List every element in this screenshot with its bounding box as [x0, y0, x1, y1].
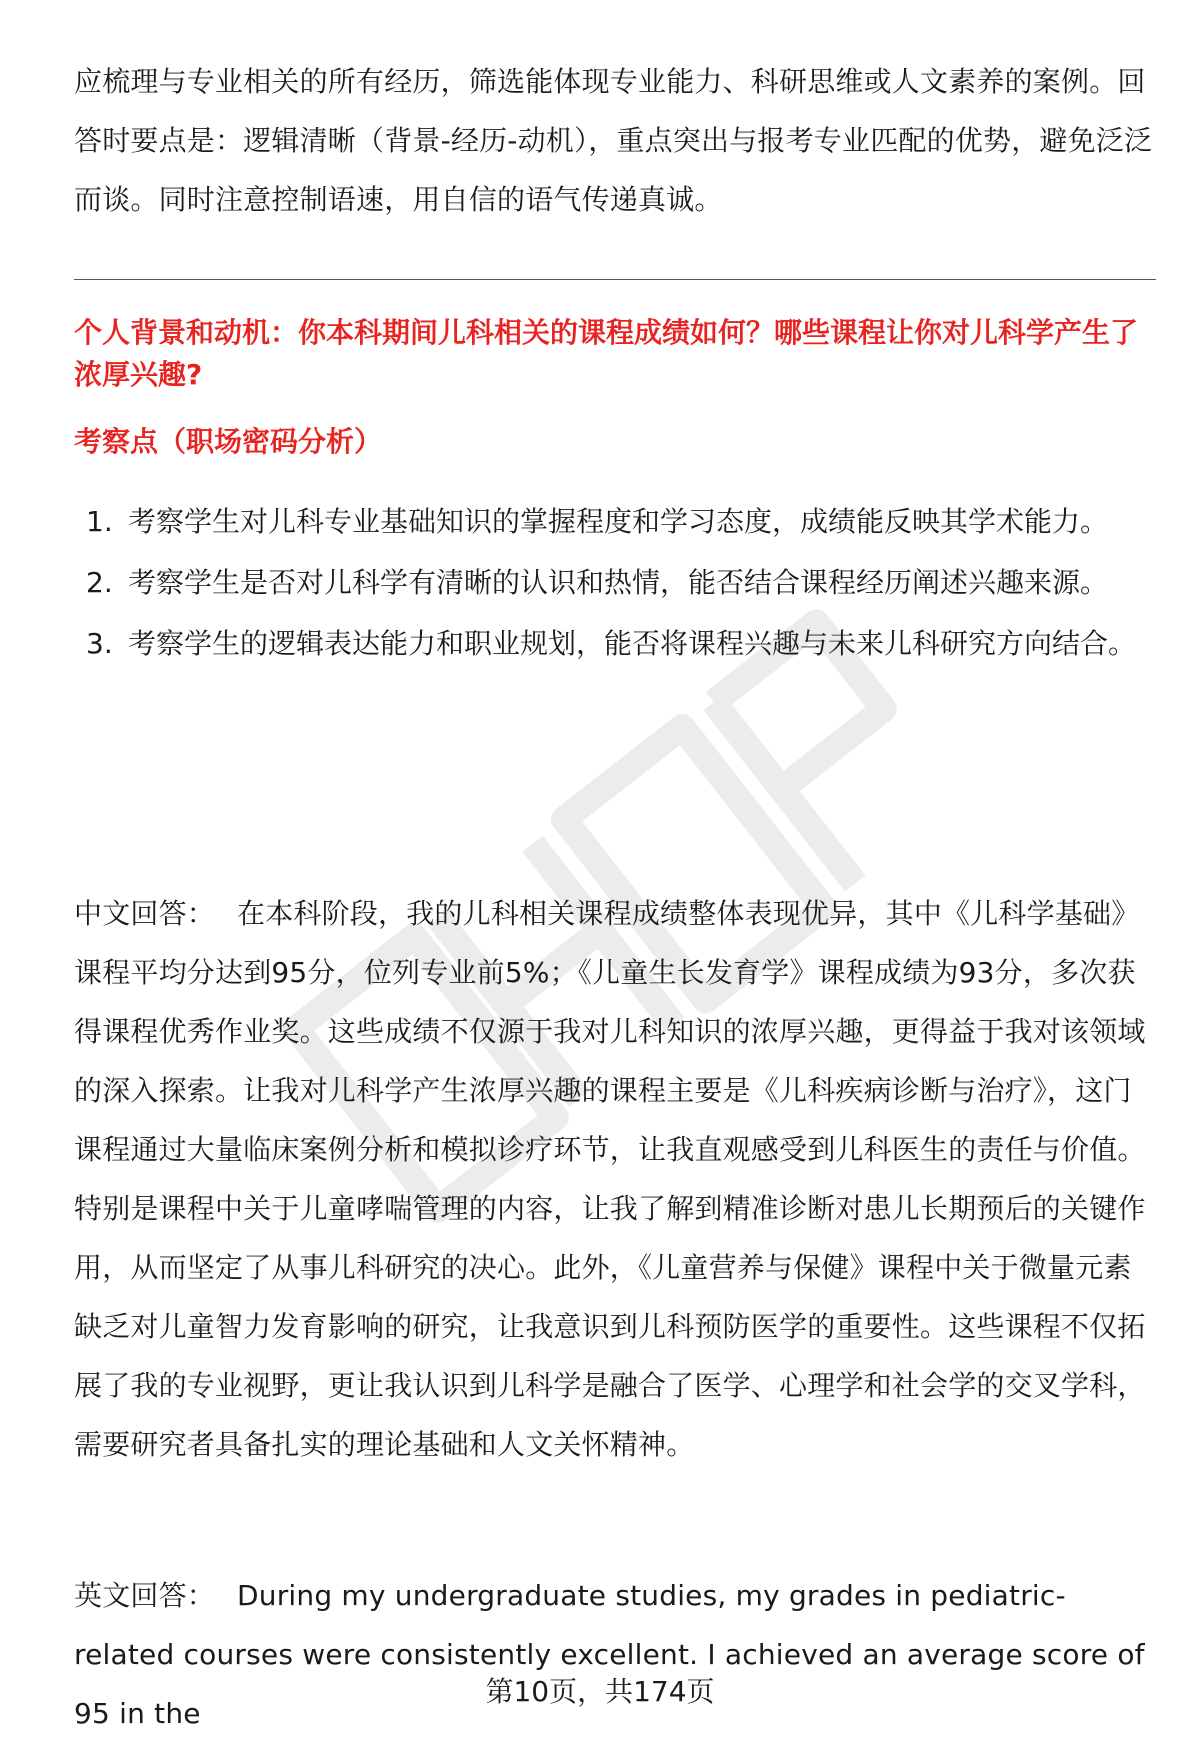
english-answer-paragraph	[74, 1566, 1160, 1743]
assessment-heading: 考察点（职场密码分析）	[74, 425, 383, 458]
intro-paragraph	[74, 52, 1154, 229]
page-footer	[0, 1672, 1200, 1712]
assessment-item-number: 3.	[86, 627, 113, 660]
intro-text: 应梳理与专业相关的所有经历，筛选能体现专业能力、科研思维或人文素养的案例。回答时要点是：逻辑清晰（背景-经历-动机），重点突出与报考专业匹配的优势，避免泛泛而谈。同时注意控制语速，用自信的语气传递真诚。	[74, 65, 1153, 216]
assessment-list	[74, 492, 1160, 675]
section-divider	[74, 279, 1156, 280]
assessment-item-number: 2.	[86, 566, 113, 599]
assessment-item	[74, 614, 1160, 673]
chinese-answer	[74, 884, 1156, 1474]
english-answer-text: During my undergraduate studies, my grades in pediatric-related courses were consistently excellent. I achieved an average score of 95 in the	[74, 1579, 1145, 1730]
chinese-answer-text: 在本科阶段，我的儿科相关课程成绩整体表现优异，其中《儿科学基础》课程平均分达到95分，位列专业前5%；《儿童生长发育学》课程成绩为93分，多次获得课程优秀作业奖。这些成绩不仅源于我对儿科知识的浓厚兴趣，更得益于我对该领域的深入探索。让我对儿科学产生浓厚兴趣的课程主要是《儿科疾病诊断与治疗》，这门课程通过大量临床案例分析和模拟诊疗环节，让我直观感受到儿科医生的责任与价值。特别是课程中关于儿童哮喘管理的内容，让我了解到精准诊断对患儿长期预后的关键作用，从而坚定了从事儿科研究的决心。此外，《儿童营养与保健》课程中关于微量元素缺乏对儿童智力发育影响的研究，让我意识到儿科预防医学的重要性。这些课程不仅拓展了我的专业视野，更让我认识到儿科学是融合了医学、心理学和社会学的交叉学科，需要研究者具备扎实的理论基础和人文关怀精神。	[74, 897, 1146, 1461]
assessment-item-text: 考察学生对儿科专业基础知识的掌握程度和学习态度，成绩能反映其学术能力。	[128, 505, 1109, 538]
assessment-item	[74, 553, 1160, 612]
interview-question: 个人背景和动机：你本科期间儿科相关的课程成绩如何？哪些课程让你对儿科学产生了浓厚兴趣?	[74, 316, 1139, 391]
assessment-item-number: 1.	[86, 505, 113, 538]
english-answer	[74, 1566, 1160, 1743]
chinese-answer-label: 中文回答：	[74, 897, 216, 930]
assessment-item-text: 考察学生是否对儿科学有清晰的认识和热情，能否结合课程经历阐述兴趣来源。	[128, 566, 1109, 599]
english-answer-label: 英文回答：	[74, 1579, 216, 1612]
assessment-item	[74, 492, 1160, 551]
page-number: 第10页，共174页	[485, 1675, 715, 1708]
chinese-answer-paragraph	[74, 884, 1156, 1474]
assessment-item-text: 考察学生的逻辑表达能力和职业规划，能否将课程兴趣与未来儿科研究方向结合。	[128, 627, 1137, 660]
